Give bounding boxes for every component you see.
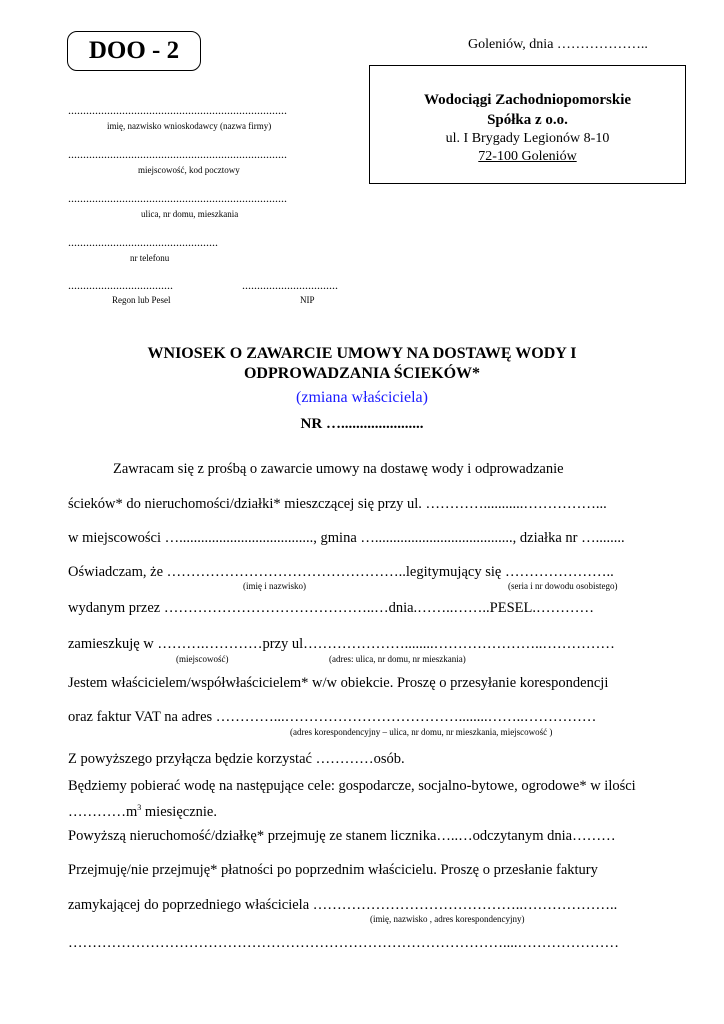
applicant-phone-field: .................................................. — [68, 235, 218, 249]
company-legal-form: Spółka z o.o. — [487, 112, 568, 128]
company-name: Wodociągi Zachodniopomorskie — [423, 92, 632, 108]
applicant-nip-field: ................................ — [242, 278, 338, 292]
body-line-7: Jestem właścicielem/współwłaścicielem* w/w obiekcie. Proszę o przesyłanie korespondencji — [68, 675, 609, 691]
body-line-10: Będziemy pobierać wodę na następujące cele: gospodarcze, socjalno-bytowe, ogrodowe* w ilości — [68, 778, 636, 794]
caption-address: (adres: ulica, nr domu, nr mieszkania) — [329, 654, 466, 664]
body-line-6: zamieszkuję w ……….…………przy ul…………………........…………………..…………… — [68, 636, 615, 652]
applicant-regon-label: Regon lub Pesel — [112, 295, 171, 305]
body-line-3: w miejscowości …....................................., gmina …......................................, działka nr …........ — [68, 530, 625, 546]
caption-id-card: (seria i nr dowodu osobistego) — [508, 581, 618, 591]
body-line-11 — [68, 803, 217, 821]
body-line-4: Oświadczam, że …………………………………………..legitymujący się ………………….. — [68, 564, 614, 580]
place-date-field: Goleniów, dnia ……………….. — [468, 37, 648, 52]
body-line-15: ………………………………………………………………………………....………………… — [68, 935, 619, 951]
form-title-line1: WNIOSEK O ZAWARCIE UMOWY NA DOSTAWĘ WODY I — [147, 345, 577, 362]
body-line-5: wydanym przez ……………………………………..…dnia.……..……..PESEL.………… — [68, 600, 594, 616]
document-code-box: DOO - 2 — [67, 31, 201, 71]
recipient-address-box — [369, 65, 686, 184]
body-line-14: zamykającej do poprzedniego właściciela ……………………………………..……………….. — [68, 897, 618, 913]
applicant-city-field: ......................................................................... — [68, 147, 287, 161]
monthly-text: miesięcznie. — [141, 803, 217, 820]
form-subtitle: (zmiana właściciela) — [296, 389, 428, 406]
form-title-line2: ODPROWADZANIA ŚCIEKÓW* — [243, 365, 481, 382]
cubic-superscript: 3 — [137, 803, 142, 812]
applicant-name-label: imię, nazwisko wnioskodawcy (nazwa firmy) — [107, 121, 272, 131]
applicant-city-label: miejscowość, kod pocztowy — [138, 165, 240, 175]
applicant-phone-label: nr telefonu — [130, 253, 170, 263]
caption-previous-owner: (imię, nazwisko , adres korespondencyjny) — [370, 914, 525, 924]
body-line-2: ścieków* do nieruchomości/działki* mieszczącej się przy ul. …………...........……………... — [68, 496, 607, 512]
caption-name: (imię i nazwisko) — [243, 581, 306, 591]
water-volume-field: …………m — [68, 803, 138, 820]
body-line-12: Powyższą nieruchomość/działkę* przejmuję ze stanem licznika…..…odczytanym dnia……… — [68, 828, 616, 844]
company-street: ul. I Brygady Legionów 8-10 — [445, 131, 610, 146]
applicant-street-label: ulica, nr domu, mieszkania — [141, 209, 239, 219]
applicant-name-field: ......................................................................... — [68, 103, 287, 117]
applicant-regon-field: ................................... — [68, 278, 173, 292]
body-line-9: Z powyższego przyłącza będzie korzystać …………osób. — [68, 751, 405, 767]
caption-city: (miejscowość) — [176, 654, 229, 664]
applicant-street-field: ......................................................................... — [68, 191, 287, 205]
body-line-1: Zawracam się z prośbą o zawarcie umowy na dostawę wody i odprowadzanie — [113, 461, 564, 477]
form-number: NR …...................... — [300, 416, 424, 432]
body-line-13: Przejmuję/nie przejmuję* płatności po poprzednim właścicielu. Proszę o przesłanie faktury — [68, 862, 598, 878]
applicant-nip-label: NIP — [300, 295, 315, 305]
body-line-8: oraz faktur VAT na adres …………...………………………………........……..…………… — [68, 709, 597, 725]
caption-correspondence-address: (adres korespondencyjny – ulica, nr domu, nr mieszkania, miejscowość ) — [290, 727, 553, 737]
company-city: 72-100 Goleniów — [478, 149, 577, 164]
